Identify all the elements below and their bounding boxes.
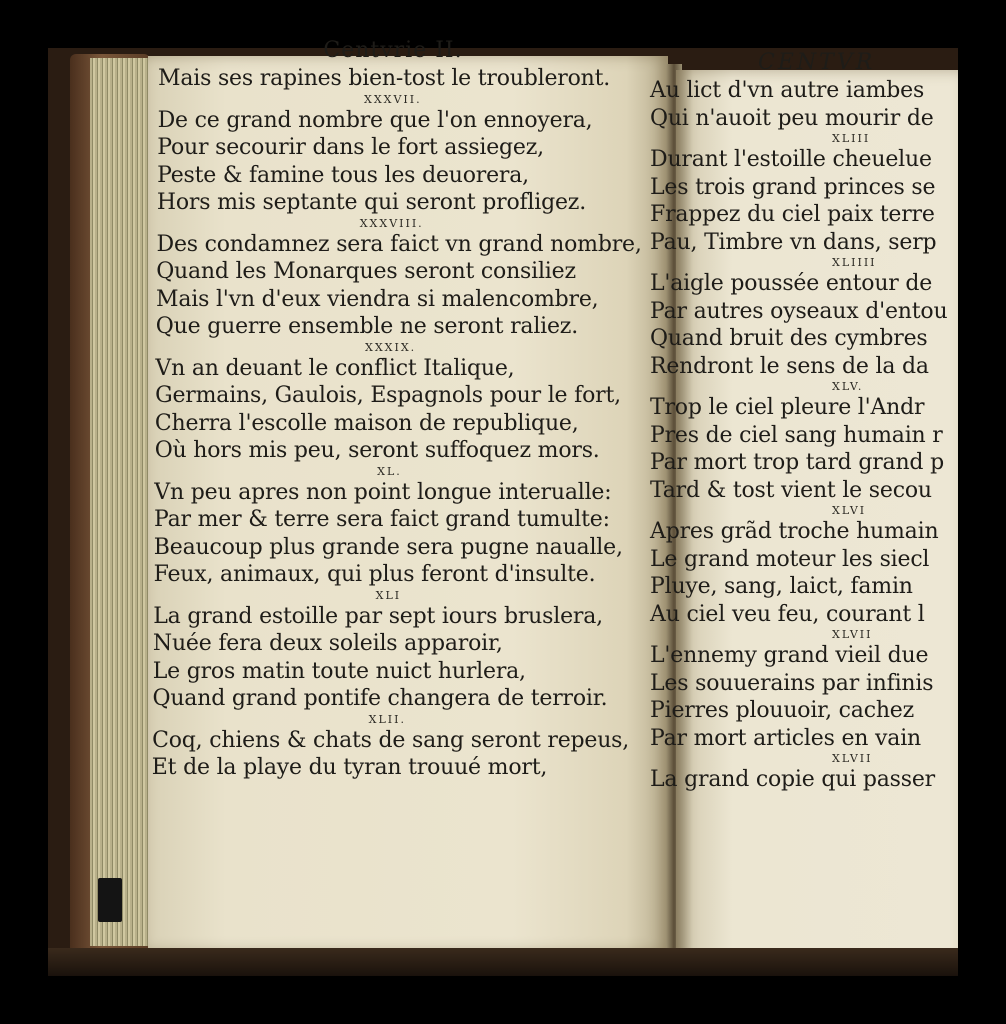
verse-line: Quand grand pontife changera de terroir. (152, 686, 608, 711)
verse-line: Pour secourir dans le fort assiegez, (157, 135, 544, 160)
quatrain-number: XXXVII. (363, 92, 422, 106)
verse-line: Par autres oyseaux d'entou (650, 298, 948, 324)
verse-line: La grand estoille par sept iours bruslera, (153, 603, 603, 629)
verse-line: Pau, Timbre vn dans, serp (650, 229, 937, 255)
verse-line: Feux, animaux, qui plus feront d'insulte. (153, 562, 596, 587)
verse-line: Par mort articles en vain (650, 725, 921, 751)
verse-line: L'ennemy grand vieil due (650, 643, 929, 668)
verse-line: Au ciel veu feu, courant l (650, 601, 925, 627)
verse-line: L'aigle poussée entour de (650, 271, 933, 296)
verse-line: La grand copie qui passer (650, 767, 935, 792)
verse-line: Le grand moteur les siecl (650, 546, 930, 572)
binding-tab (98, 878, 122, 922)
verse-line: Beaucoup plus grande sera pugne naualle, (153, 534, 623, 560)
verse-line: Pierres plouuoir, cachez (650, 698, 915, 723)
quatrain-number: XL. (377, 464, 402, 478)
verse-line: Qui n'auoit peu mourir de (650, 105, 934, 131)
quatrain-number: XLIII (832, 132, 871, 145)
right-page-text (650, 50, 950, 794)
verse-line: Frappez du ciel paix terre (650, 202, 935, 227)
verse-line: Durant l'estoille cheuelue (650, 147, 932, 172)
verse-line: Mais l'vn d'eux viendra si malencombre, (156, 286, 599, 312)
verse-line: Hors mis septante qui seront profligez. (156, 190, 586, 215)
verse-line: Par mort trop tard grand p (650, 450, 944, 475)
quatrain-number: XLII. (368, 712, 406, 726)
verse-line: Cherra l'escolle maison de republique, (154, 410, 579, 436)
verse-line: Où hors mis peu, seront suffoquez mors. (154, 438, 600, 463)
verse-line: Rendront le sens de la da (650, 353, 929, 379)
verse-line: Au lict d'vn autre iambes (650, 78, 925, 103)
verse-line: Et de la playe du tyran trouué mort, (151, 755, 548, 780)
verse-line: Apres grãd troche humain (650, 519, 939, 544)
verse-line: Peste & famine tous les deuorera, (157, 162, 529, 188)
verse-line: De ce grand nombre que l'on ennoyera, (157, 107, 593, 133)
quatrain-number: XLVII (832, 628, 873, 641)
verse-line: Vn an deuant le conflict Italique, (155, 355, 515, 381)
verse-line: Germains, Gaulois, Espagnols pour le fort, (155, 383, 621, 408)
quatrain-number: XXXIX. (365, 340, 417, 354)
quatrain-number: XXXVIII. (359, 216, 424, 230)
verse-line: Les souuerains par infinis (650, 670, 934, 696)
quatrain-number: XLI (375, 588, 402, 602)
verse-line: Vn peu apres non point longue interualle: (154, 479, 612, 505)
verse-line: Quand les Monarques seront consiliez (156, 259, 576, 284)
quatrain-number: XLIIII (832, 256, 877, 269)
bottom-shadow (48, 948, 958, 976)
verse-line: Quand bruit des cymbres (650, 326, 928, 351)
verse-line: Les trois grand princes se (650, 174, 936, 200)
verse-line: Par mer & terre sera faict grand tumulte: (154, 507, 610, 532)
verse-line: Trop le ciel pleure l'Andr (650, 395, 925, 420)
page-header: CENTVR (758, 50, 876, 75)
verse-line: Pres de ciel sang humain r (650, 422, 943, 448)
verse-line: Pluye, sang, laict, famin (650, 574, 913, 599)
verse-line: Tard & tost vient le secou (650, 477, 932, 503)
verse-line: Des condamnez sera faict vn grand nombre, (156, 231, 642, 257)
quatrain-number: XLVII (832, 752, 873, 765)
verse-line: Mais ses rapines bien-tost le troubleront. (158, 66, 611, 91)
verse-line: Coq, chiens & chats de sang seront repeus, (152, 727, 630, 753)
quatrain-number: XLV. (832, 380, 864, 393)
verse-line: Nuée fera deux soleils apparoir, (152, 631, 503, 656)
verse-line: Le gros matin toute nuict hurlera, (152, 658, 526, 684)
page-edges (90, 58, 152, 946)
verse-line: Que guerre ensemble ne seront raliez. (155, 314, 579, 339)
quatrain-number: XLVI (832, 504, 867, 517)
page-header: Centvrie II. (323, 38, 463, 63)
left-page-text (151, 38, 642, 782)
